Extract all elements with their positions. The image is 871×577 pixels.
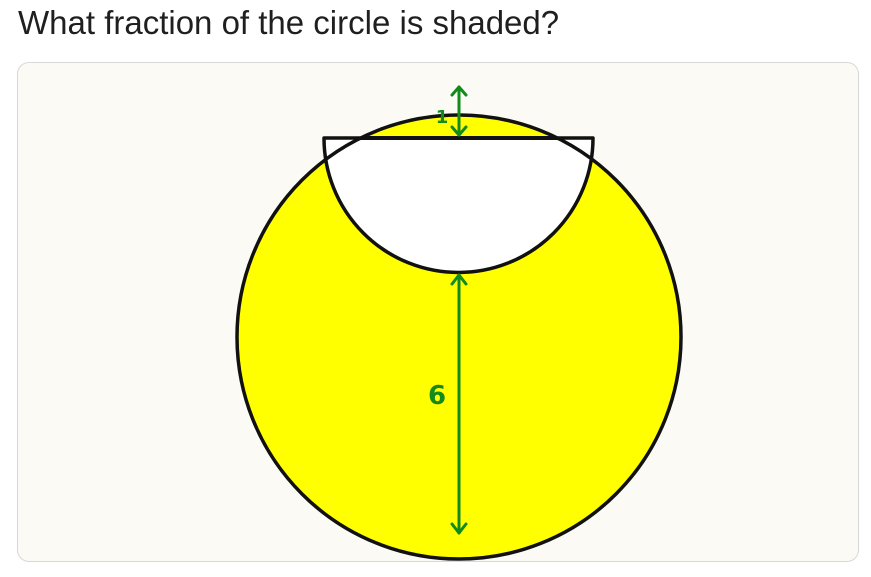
question-text: What fraction of the circle is shaded? xyxy=(18,4,560,41)
diagram-svg xyxy=(18,63,858,561)
top-gap-label: 1 xyxy=(435,107,449,128)
height-label: 6 xyxy=(427,381,447,411)
top-gap-arrow xyxy=(452,87,466,135)
diagram-card xyxy=(17,62,859,562)
